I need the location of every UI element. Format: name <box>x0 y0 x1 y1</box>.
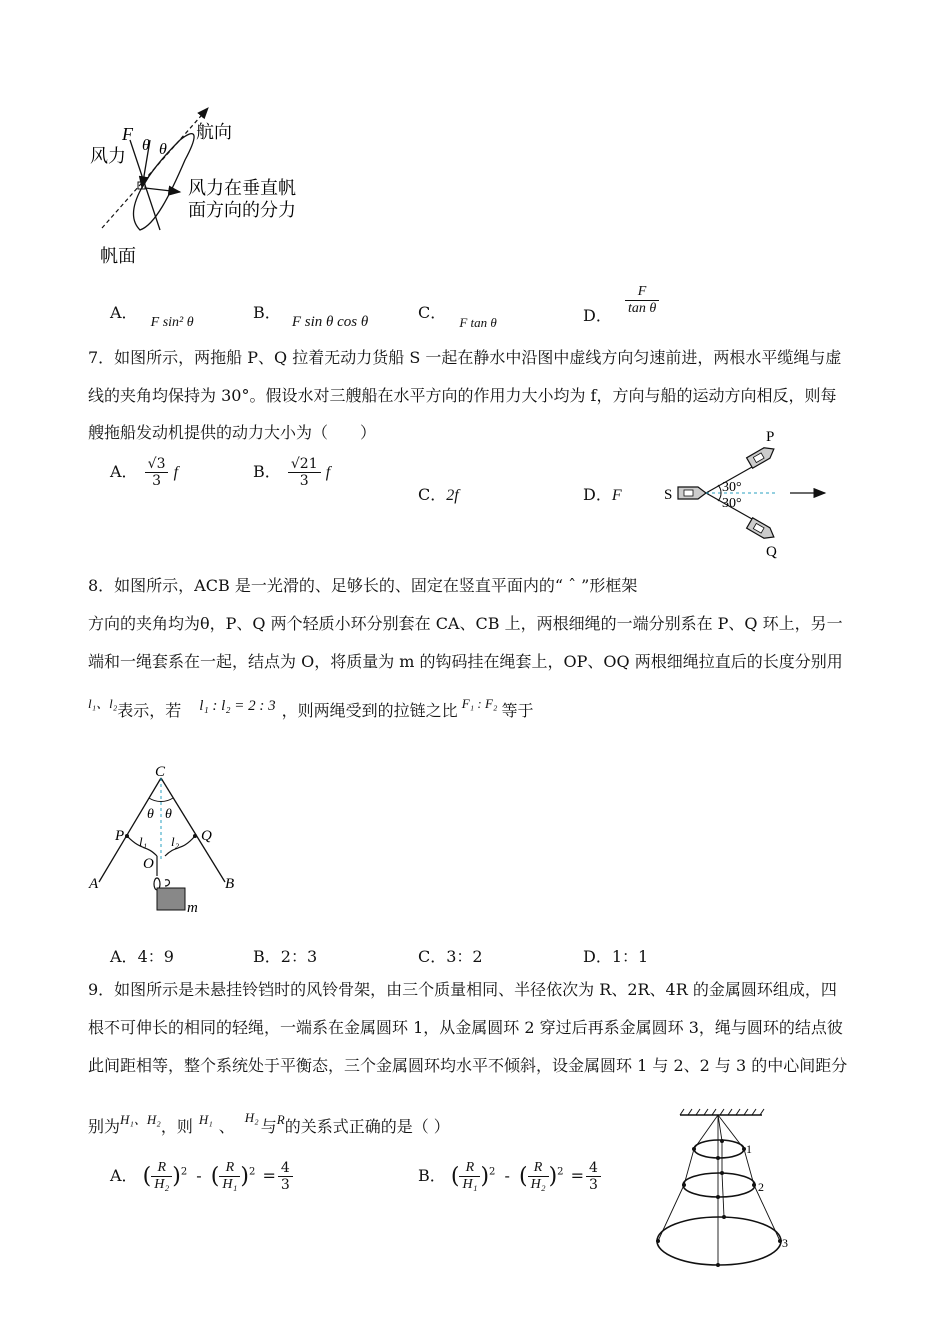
tugboat-figure <box>660 425 840 565</box>
q9-text-line-1: 9．如图所示是未悬挂铃铛时的风铃骨架，由三个质量相同、半径依次为 R、2R、4R 的金属圆环组成，四 <box>88 980 837 999</box>
label-component-2: 面方向的分力 <box>188 200 296 220</box>
q6-option-b: B． F sin θ cos θ <box>253 303 369 330</box>
q8-text-line-3: 端和一绳套系在一起，结点为 O，将质量为 m 的钩码挂在绳套上，OP、OQ 两根细绳拉直后的长度分别用 <box>88 652 843 671</box>
svg-text:A: A <box>89 876 99 892</box>
label-theta-1: θ <box>142 137 150 154</box>
svg-text:θ: θ <box>147 807 154 822</box>
label-angle-1: 30° <box>722 480 742 495</box>
q7-text-line-3: 艘拖船发动机提供的动力大小为（ ） <box>88 423 377 442</box>
label-angle-2: 30° <box>722 496 742 511</box>
q7-option-c: C．2f <box>418 485 459 504</box>
q8-option-b: B．2：3 <box>253 947 318 966</box>
label-component-1: 风力在垂直帆 <box>188 178 296 198</box>
q7-option-a: A． $\frac{√3}{3}$ f <box>110 456 179 489</box>
svg-text:l₂: l₂ <box>171 834 180 849</box>
svg-text:C: C <box>155 764 166 780</box>
rod-cb <box>161 778 225 882</box>
ring-2 <box>683 1173 755 1197</box>
q8-option-a: A．4：9 <box>110 947 174 966</box>
q6-option-d: D． $\frac{F}{\text{tan θ}}$ <box>583 284 659 317</box>
svg-text:P: P <box>115 828 125 844</box>
q8-text-line-1: 8．如图所示，ACB 是一光滑的、足够长的、固定在竖直平面内的“ ˆ ”形框架 <box>88 576 638 595</box>
q9-text-line-3: 此间距相等，整个系统处于平衡态，三个金属圆环均水平不倾斜，设金属圆环 1 与 2、2 与 3 的中心间距分 <box>88 1056 848 1075</box>
ring-1 <box>694 1140 744 1158</box>
svg-text:2: 2 <box>758 1180 764 1194</box>
svg-text:l₁: l₁ <box>139 834 148 849</box>
q7-option-b: B． $\frac{√21}{3}$ f <box>253 456 331 489</box>
q9-text-line-4: 别为$^{H_1、H_2}$，则 $^{H_1}$ 、 $^{H_2}$ 与$^R$的关系式正确的是（ ） <box>88 1110 450 1136</box>
tug-p <box>747 444 777 468</box>
label-theta-2: θ <box>159 141 167 158</box>
q8-option-d: D．1：1 <box>583 947 649 966</box>
q7-text-line-2: 线的夹角均保持为 30°。假设水对三艘船在水平方向的作用力大小均为 f，方向与船的运动方向相反，则每 <box>88 386 837 405</box>
label-s: S <box>664 487 673 503</box>
frame-figure <box>85 762 255 922</box>
label-q: Q <box>766 544 777 560</box>
svg-text:3: 3 <box>782 1236 788 1250</box>
q8-text-line-2: 方向的夹角均为θ，P、Q 两个轻质小环分别套在 CA、CB 上，两根细绳的一端分别系在 P、Q 环上，另一 <box>88 614 843 633</box>
q8-text-line-4: $^{l_1、l_2}$表示，若 l₁ : l₂ = 2 : 3 ，则两绳受到的拉链之比 $^{F_1 : F_2}$ 等于 <box>88 696 534 720</box>
component-arrow <box>145 188 180 192</box>
q9-option-a: A． ( $\frac{R}{\text{H₂}}$ )$^2$ - ( $\frac{R}{\text{H₁}}$ )$^2$ = $\frac{4}{3}$ <box>110 1160 293 1193</box>
q9-text-line-2: 根不可伸长的相同的轻绳，一端系在金属圆环 1，从金属圆环 2 穿过后再系金属圆环 3，绳与圆环的结点彼 <box>88 1018 843 1037</box>
svg-text:B: B <box>225 876 235 892</box>
svg-text:m: m <box>187 900 198 916</box>
label-sail: 帆面 <box>100 246 136 266</box>
label-heading: 航向 <box>196 122 232 142</box>
label-F: F <box>122 124 133 144</box>
q7-option-d: D．F <box>583 485 622 504</box>
label-p: P <box>766 429 775 445</box>
svg-text:1: 1 <box>746 1142 752 1156</box>
svg-text:Q: Q <box>201 828 212 844</box>
tug-q <box>747 518 777 542</box>
ring-3 <box>657 1217 781 1265</box>
q6-option-c: C． $_{F tan \theta}$ <box>418 303 497 330</box>
ship-s <box>678 487 706 499</box>
svg-text:θ: θ <box>165 807 172 822</box>
q8-option-c: C．3：2 <box>418 947 483 966</box>
q6-option-a: A． F sin² θ <box>110 303 194 330</box>
rope-oq <box>165 836 195 856</box>
svg-text:O: O <box>143 856 154 872</box>
q9-option-b: B． ( $\frac{R}{\text{H₁}}$ )$^2$ - ( $\frac{R}{\text{H₂}}$ )$^2$ = $\frac{4}{3}$ <box>418 1160 601 1193</box>
wind-chime-figure <box>650 1105 800 1275</box>
hook-weight <box>157 888 185 910</box>
label-wind: 风力 <box>90 146 126 166</box>
q7-text-line-1: 7．如图所示，两拖船 P、Q 拉着无动力货船 S 一起在静水中沿图中虚线方向匀速前进，两根水平缆绳与虚 <box>88 348 842 367</box>
sail-force-figure <box>80 100 340 270</box>
